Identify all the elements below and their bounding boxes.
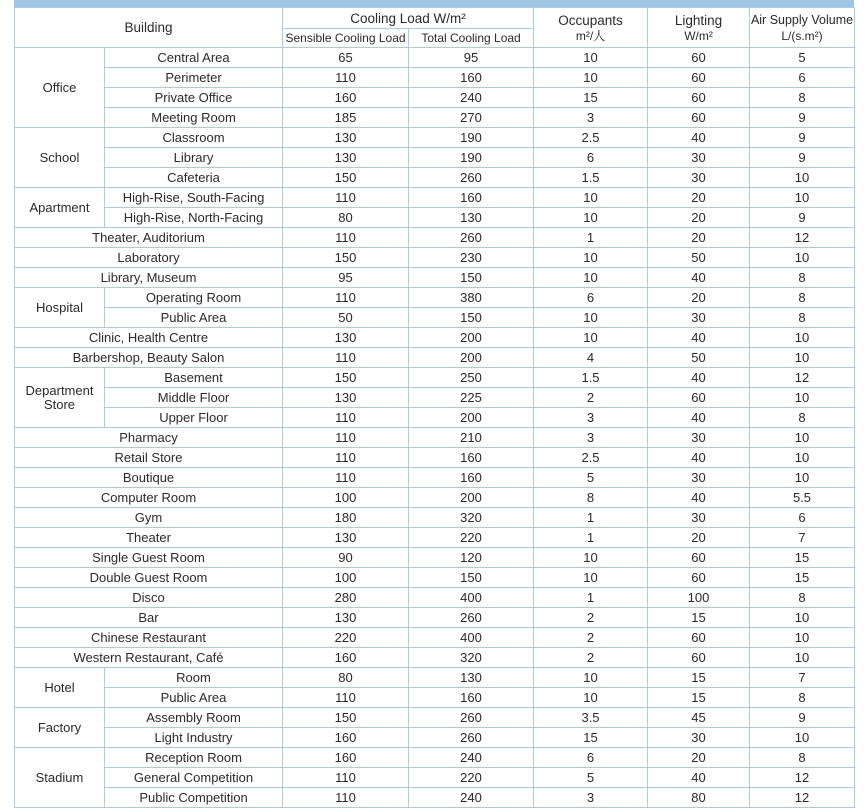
air-supply-volume: 8: [750, 688, 855, 708]
sensible-cooling-load: 110: [283, 408, 409, 428]
lighting-load: 60: [648, 648, 750, 668]
occupants-density: 6: [534, 288, 648, 308]
total-cooling-load: 130: [409, 208, 534, 228]
lighting-load: 60: [648, 88, 750, 108]
sensible-cooling-load: 130: [283, 388, 409, 408]
lighting-load: 40: [648, 448, 750, 468]
header-air-supply-label: Air Supply Volume: [750, 12, 854, 27]
header-lighting-label: Lighting: [674, 12, 723, 28]
air-supply-volume: 10: [750, 348, 855, 368]
total-cooling-load: 190: [409, 148, 534, 168]
air-supply-volume: 9: [750, 148, 855, 168]
table-row: [15, 748, 855, 768]
building-name: Disco: [15, 588, 283, 608]
occupants-density: 3: [534, 428, 648, 448]
table-row: [15, 528, 855, 548]
total-cooling-load: 220: [409, 528, 534, 548]
lighting-load: 50: [648, 348, 750, 368]
building-subtype: Light Industry: [105, 728, 283, 748]
header-lighting: [648, 8, 750, 48]
table-row: [15, 48, 855, 68]
lighting-load: 30: [648, 468, 750, 488]
table-row: [15, 508, 855, 528]
sensible-cooling-load: 185: [283, 108, 409, 128]
table-body: [15, 48, 855, 808]
lighting-load: 20: [648, 288, 750, 308]
total-cooling-load: 230: [409, 248, 534, 268]
building-name: Theater: [15, 528, 283, 548]
total-cooling-load: 240: [409, 748, 534, 768]
air-supply-volume: 8: [750, 288, 855, 308]
occupants-density: 1.5: [534, 168, 648, 188]
occupants-density: 2.5: [534, 128, 648, 148]
lighting-load: 20: [648, 208, 750, 228]
lighting-load: 40: [648, 768, 750, 788]
lighting-load: 40: [648, 328, 750, 348]
sensible-cooling-load: 110: [283, 768, 409, 788]
building-subtype: Central Area: [105, 48, 283, 68]
sensible-cooling-load: 150: [283, 368, 409, 388]
air-supply-volume: 10: [750, 428, 855, 448]
total-cooling-load: 200: [409, 408, 534, 428]
air-supply-volume: 9: [750, 708, 855, 728]
table-row: [15, 548, 855, 568]
sensible-cooling-load: 130: [283, 128, 409, 148]
total-cooling-load: 160: [409, 468, 534, 488]
total-cooling-load: 160: [409, 188, 534, 208]
building-subtype: Public Area: [105, 308, 283, 328]
table-row: [15, 368, 855, 388]
occupants-density: 10: [534, 268, 648, 288]
occupants-density: 6: [534, 148, 648, 168]
building-subtype: Library: [105, 148, 283, 168]
building-group: Hotel: [15, 668, 105, 708]
lighting-load: 60: [648, 548, 750, 568]
sensible-cooling-load: 130: [283, 528, 409, 548]
occupants-density: 10: [534, 308, 648, 328]
air-supply-volume: 8: [750, 88, 855, 108]
table-row: [15, 328, 855, 348]
air-supply-volume: 10: [750, 388, 855, 408]
table-row: [15, 128, 855, 148]
occupants-density: 5: [534, 768, 648, 788]
occupants-density: 3: [534, 408, 648, 428]
occupants-density: 1: [534, 528, 648, 548]
lighting-load: 60: [648, 108, 750, 128]
occupants-density: 4: [534, 348, 648, 368]
table-row: [15, 208, 855, 228]
occupants-density: 10: [534, 328, 648, 348]
total-cooling-load: 320: [409, 648, 534, 668]
table-row: [15, 348, 855, 368]
lighting-load: 60: [648, 388, 750, 408]
table-row: [15, 468, 855, 488]
occupants-density: 10: [534, 68, 648, 88]
occupants-density: 15: [534, 88, 648, 108]
occupants-density: 10: [534, 248, 648, 268]
building-name: Library, Museum: [15, 268, 283, 288]
building-group: Office: [15, 48, 105, 128]
building-name: Pharmacy: [15, 428, 283, 448]
building-name: Western Restaurant, Café: [15, 648, 283, 668]
total-cooling-load: 240: [409, 788, 534, 808]
header-building: Building: [15, 8, 283, 48]
occupants-density: 1: [534, 228, 648, 248]
air-supply-volume: 10: [750, 168, 855, 188]
lighting-load: 30: [648, 428, 750, 448]
total-cooling-load: 260: [409, 168, 534, 188]
building-subtype: Perimeter: [105, 68, 283, 88]
total-cooling-load: 210: [409, 428, 534, 448]
sensible-cooling-load: 160: [283, 748, 409, 768]
air-supply-volume: 10: [750, 328, 855, 348]
lighting-load: 80: [648, 788, 750, 808]
total-cooling-load: 400: [409, 628, 534, 648]
occupants-density: 15: [534, 728, 648, 748]
air-supply-volume: 12: [750, 788, 855, 808]
air-supply-volume: 9: [750, 108, 855, 128]
table-row: [15, 68, 855, 88]
table-row: [15, 608, 855, 628]
lighting-load: 60: [648, 68, 750, 88]
table-row: [15, 488, 855, 508]
air-supply-volume: 15: [750, 548, 855, 568]
total-cooling-load: 200: [409, 328, 534, 348]
air-supply-volume: 15: [750, 568, 855, 588]
sensible-cooling-load: 110: [283, 348, 409, 368]
building-group: Apartment: [15, 188, 105, 228]
occupants-density: 1: [534, 508, 648, 528]
building-subtype: Public Competition: [105, 788, 283, 808]
building-subtype: Cafeteria: [105, 168, 283, 188]
sensible-cooling-load: 160: [283, 648, 409, 668]
table-row: [15, 628, 855, 648]
sensible-cooling-load: 150: [283, 168, 409, 188]
lighting-load: 60: [648, 628, 750, 648]
occupants-density: 1: [534, 588, 648, 608]
sensible-cooling-load: 130: [283, 328, 409, 348]
lighting-load: 15: [648, 668, 750, 688]
lighting-load: 45: [648, 708, 750, 728]
building-name: Laboratory: [15, 248, 283, 268]
total-cooling-load: 380: [409, 288, 534, 308]
sensible-cooling-load: 220: [283, 628, 409, 648]
air-supply-volume: 10: [750, 648, 855, 668]
table-row: [15, 108, 855, 128]
air-supply-volume: 10: [750, 608, 855, 628]
sensible-cooling-load: 160: [283, 88, 409, 108]
occupants-density: 3.5: [534, 708, 648, 728]
building-name: Theater, Auditorium: [15, 228, 283, 248]
occupants-density: 10: [534, 568, 648, 588]
total-cooling-load: 95: [409, 48, 534, 68]
sensible-cooling-load: 110: [283, 468, 409, 488]
air-supply-volume: 9: [750, 208, 855, 228]
sensible-cooling-load: 110: [283, 448, 409, 468]
table-row: [15, 168, 855, 188]
lighting-load: 30: [648, 308, 750, 328]
sensible-cooling-load: 110: [283, 428, 409, 448]
sensible-cooling-load: 100: [283, 568, 409, 588]
lighting-load: 20: [648, 188, 750, 208]
table-top-rule: [14, 0, 854, 7]
total-cooling-load: 190: [409, 128, 534, 148]
lighting-load: 60: [648, 568, 750, 588]
total-cooling-load: 400: [409, 588, 534, 608]
building-name: Computer Room: [15, 488, 283, 508]
total-cooling-load: 200: [409, 348, 534, 368]
building-group: School: [15, 128, 105, 188]
air-supply-volume: 7: [750, 528, 855, 548]
cooling-load-table: [14, 7, 855, 808]
table-row: [15, 148, 855, 168]
header-occupants-label: Occupants: [558, 12, 623, 28]
occupants-density: 5: [534, 468, 648, 488]
lighting-load: 40: [648, 268, 750, 288]
header-air-supply: [750, 8, 855, 48]
air-supply-volume: 10: [750, 248, 855, 268]
header-cooling-load: Cooling Load W/m²: [283, 8, 534, 29]
lighting-load: 40: [648, 408, 750, 428]
total-cooling-load: 150: [409, 308, 534, 328]
occupants-density: 2.5: [534, 448, 648, 468]
table-row: [15, 308, 855, 328]
lighting-load: 100: [648, 588, 750, 608]
building-subtype: High-Rise, North-Facing: [105, 208, 283, 228]
building-subtype: Meeting Room: [105, 108, 283, 128]
building-name: Single Guest Room: [15, 548, 283, 568]
building-group: Department Store: [15, 368, 105, 428]
air-supply-volume: 8: [750, 588, 855, 608]
occupants-density: 8: [534, 488, 648, 508]
air-supply-volume: 10: [750, 448, 855, 468]
table-row: [15, 788, 855, 808]
building-subtype: Upper Floor: [105, 408, 283, 428]
total-cooling-load: 240: [409, 88, 534, 108]
sensible-cooling-load: 110: [283, 688, 409, 708]
sensible-cooling-load: 90: [283, 548, 409, 568]
table-row: [15, 648, 855, 668]
header-air-supply-unit: L/(s.m²): [781, 28, 823, 43]
lighting-load: 40: [648, 368, 750, 388]
building-subtype: Private Office: [105, 88, 283, 108]
total-cooling-load: 120: [409, 548, 534, 568]
sensible-cooling-load: 110: [283, 228, 409, 248]
sensible-cooling-load: 110: [283, 288, 409, 308]
total-cooling-load: 150: [409, 268, 534, 288]
air-supply-volume: 12: [750, 368, 855, 388]
lighting-load: 20: [648, 748, 750, 768]
total-cooling-load: 270: [409, 108, 534, 128]
air-supply-volume: 5.5: [750, 488, 855, 508]
building-subtype: General Competition: [105, 768, 283, 788]
occupants-density: 2: [534, 628, 648, 648]
total-cooling-load: 200: [409, 488, 534, 508]
table-row: [15, 188, 855, 208]
table-row: [15, 248, 855, 268]
lighting-load: 30: [648, 168, 750, 188]
lighting-load: 40: [648, 128, 750, 148]
building-subtype: Assembly Room: [105, 708, 283, 728]
sensible-cooling-load: 280: [283, 588, 409, 608]
table-row: [15, 768, 855, 788]
building-name: Retail Store: [15, 448, 283, 468]
air-supply-volume: 12: [750, 228, 855, 248]
building-name: Gym: [15, 508, 283, 528]
table-row: [15, 668, 855, 688]
air-supply-volume: 10: [750, 728, 855, 748]
total-cooling-load: 160: [409, 448, 534, 468]
building-name: Chinese Restaurant: [15, 628, 283, 648]
air-supply-volume: 8: [750, 408, 855, 428]
total-cooling-load: 320: [409, 508, 534, 528]
building-subtype: Middle Floor: [105, 388, 283, 408]
table-row: [15, 568, 855, 588]
table-row: [15, 708, 855, 728]
lighting-load: 15: [648, 608, 750, 628]
building-name: Boutique: [15, 468, 283, 488]
building-name: Bar: [15, 608, 283, 628]
table-row: [15, 728, 855, 748]
building-subtype: Classroom: [105, 128, 283, 148]
building-group: Hospital: [15, 288, 105, 328]
total-cooling-load: 225: [409, 388, 534, 408]
sensible-cooling-load: 110: [283, 68, 409, 88]
sensible-cooling-load: 160: [283, 728, 409, 748]
header-sensible: Sensible Cooling Load: [283, 29, 409, 48]
lighting-load: 20: [648, 228, 750, 248]
sensible-cooling-load: 130: [283, 608, 409, 628]
building-subtype: Operating Room: [105, 288, 283, 308]
total-cooling-load: 220: [409, 768, 534, 788]
occupants-density: 10: [534, 548, 648, 568]
table-row: [15, 428, 855, 448]
occupants-density: 10: [534, 688, 648, 708]
sensible-cooling-load: 100: [283, 488, 409, 508]
building-name: Double Guest Room: [15, 568, 283, 588]
table-row: [15, 288, 855, 308]
air-supply-volume: 9: [750, 128, 855, 148]
header-lighting-unit: W/m²: [684, 28, 713, 43]
sensible-cooling-load: 110: [283, 188, 409, 208]
lighting-load: 30: [648, 148, 750, 168]
air-supply-volume: 10: [750, 468, 855, 488]
building-group: Factory: [15, 708, 105, 748]
sensible-cooling-load: 95: [283, 268, 409, 288]
total-cooling-load: 160: [409, 68, 534, 88]
air-supply-volume: 10: [750, 628, 855, 648]
lighting-load: 20: [648, 528, 750, 548]
lighting-load: 30: [648, 728, 750, 748]
air-supply-volume: 7: [750, 668, 855, 688]
occupants-density: 3: [534, 108, 648, 128]
header-occupants: [534, 8, 648, 48]
sensible-cooling-load: 110: [283, 788, 409, 808]
total-cooling-load: 260: [409, 608, 534, 628]
lighting-load: 40: [648, 488, 750, 508]
occupants-density: 3: [534, 788, 648, 808]
building-subtype: Reception Room: [105, 748, 283, 768]
air-supply-volume: 12: [750, 768, 855, 788]
building-name: Barbershop, Beauty Salon: [15, 348, 283, 368]
sensible-cooling-load: 50: [283, 308, 409, 328]
occupants-density: 10: [534, 668, 648, 688]
occupants-density: 2: [534, 608, 648, 628]
sensible-cooling-load: 150: [283, 248, 409, 268]
sensible-cooling-load: 80: [283, 668, 409, 688]
building-group: Stadium: [15, 748, 105, 808]
total-cooling-load: 130: [409, 668, 534, 688]
sensible-cooling-load: 150: [283, 708, 409, 728]
air-supply-volume: 5: [750, 48, 855, 68]
table-row: [15, 588, 855, 608]
occupants-density: 2: [534, 388, 648, 408]
header-total: Total Cooling Load: [409, 29, 534, 48]
header-occupants-unit: m²/人: [575, 28, 606, 43]
sensible-cooling-load: 65: [283, 48, 409, 68]
building-subtype: High-Rise, South-Facing: [105, 188, 283, 208]
total-cooling-load: 260: [409, 728, 534, 748]
total-cooling-load: 150: [409, 568, 534, 588]
total-cooling-load: 260: [409, 228, 534, 248]
occupants-density: 10: [534, 208, 648, 228]
lighting-load: 15: [648, 688, 750, 708]
lighting-load: 60: [648, 48, 750, 68]
air-supply-volume: 6: [750, 508, 855, 528]
sensible-cooling-load: 80: [283, 208, 409, 228]
table-row: [15, 88, 855, 108]
air-supply-volume: 8: [750, 308, 855, 328]
sensible-cooling-load: 130: [283, 148, 409, 168]
air-supply-volume: 8: [750, 268, 855, 288]
building-subtype: Room: [105, 668, 283, 688]
total-cooling-load: 250: [409, 368, 534, 388]
table-row: [15, 448, 855, 468]
building-subtype: Basement: [105, 368, 283, 388]
air-supply-volume: 8: [750, 748, 855, 768]
sensible-cooling-load: 180: [283, 508, 409, 528]
table-row: [15, 268, 855, 288]
occupants-density: 6: [534, 748, 648, 768]
table-row: [15, 388, 855, 408]
table-row: [15, 228, 855, 248]
table-row: [15, 408, 855, 428]
occupants-density: 2: [534, 648, 648, 668]
air-supply-volume: 6: [750, 68, 855, 88]
building-subtype: Public Area: [105, 688, 283, 708]
air-supply-volume: 10: [750, 188, 855, 208]
building-name: Clinic, Health Centre: [15, 328, 283, 348]
occupants-density: 10: [534, 188, 648, 208]
lighting-load: 50: [648, 248, 750, 268]
total-cooling-load: 160: [409, 688, 534, 708]
occupants-density: 1.5: [534, 368, 648, 388]
total-cooling-load: 260: [409, 708, 534, 728]
occupants-density: 10: [534, 48, 648, 68]
lighting-load: 30: [648, 508, 750, 528]
table-row: [15, 688, 855, 708]
